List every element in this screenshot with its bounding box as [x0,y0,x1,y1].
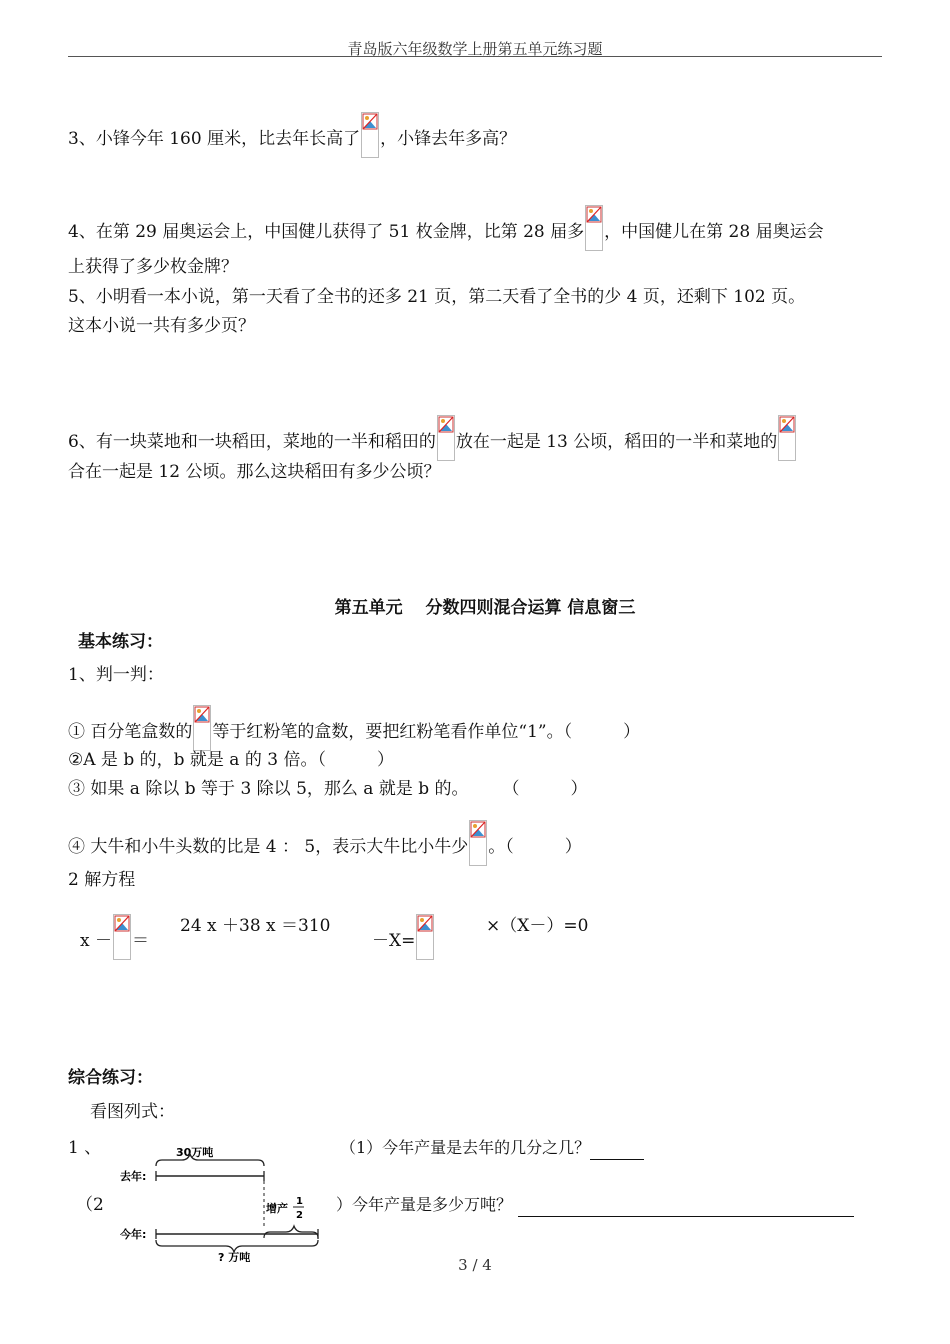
judge-item-2: ②A 是 b 的，b 就是 a 的 3 倍。（ ） [68,750,394,770]
broken-image-icon [361,112,379,158]
answer-blank-1[interactable] [590,1141,644,1160]
fraction-denominator: 2 [296,1210,303,1221]
diagram-bottom-label: ? 万吨 [218,1251,251,1262]
diagram-this-year-label: 今年: [120,1228,147,1241]
increase-brace [264,1226,318,1238]
diagram-top-label: 30万吨 [176,1146,214,1159]
page-number: 3 / 4 [458,1256,492,1274]
equation-3: －X= [372,914,435,960]
equation-4: ×（X－）=0 [486,916,589,936]
broken-image-icon [113,914,131,960]
problem-5: 5、小明看一本小说，第一天看了全书的还多 21 页，第二天看了全书的少 4 页，还剩下 102 页。 [68,287,806,307]
header-divider [68,56,882,57]
comprehensive-subtitle: 看图列式： [90,1102,175,1122]
segment-diagram [118,1142,328,1262]
question-1: （1）今年产量是去年的几分之几？ [340,1136,644,1160]
basic-practice-heading: 基本练习： [78,632,163,652]
broken-image-icon [585,205,603,251]
judge-item-3: ③ 如果 a 除以 b 等于 3 除以 5，那么 a 就是 b 的。 （ ） [68,779,588,799]
answer-blank-2[interactable] [518,1198,854,1217]
judge-item-1: ① 百分笔盒数的 等于红粉笔的盒数，要把红粉笔看作单位“1”。（ ） [68,705,640,751]
problem-5-cont: 这本小说一共有多少页？ [68,316,255,336]
judge-item-4: ④ 大牛和小牛头数的比是 4 ： 5，表示大牛比小牛少 。（ ） [68,820,582,866]
broken-image-icon [469,820,487,866]
diagram-last-year-label: 去年: [120,1170,147,1183]
question-2: ）今年产量是多少万吨？ [336,1193,854,1217]
broken-image-icon [778,415,796,461]
broken-image-icon [437,415,455,461]
equation-2: 24 x ＋38 x ＝310 [180,916,331,936]
problem-4-cont: 上获得了多少枚金牌？ [68,257,238,277]
broken-image-icon [193,705,211,751]
equation-heading: 2 解方程 [68,870,136,890]
fraction-numerator: 1 [296,1196,303,1207]
equation-1: x － ＝ [80,914,149,960]
problem-3: 3、小锋今年 160 厘米，比去年长高了 ，小锋去年多高？ [68,112,516,158]
comprehensive-heading: 综合练习： [68,1068,153,1088]
problem-6: 6、有一块菜地和一块稻田，菜地的一半和稻田的 放在一起是 13 公顷，稻田的一半和菜地的 [68,415,797,461]
question-number: 1 、 [68,1138,102,1158]
problem-4: 4、在第 29 届奥运会上，中国健儿获得了 51 枚金牌，比第 28 届多 ，中国健儿在第 28 届奥运会 [68,205,824,251]
section-title: 第五单元 分数四则混合运算 信息窗三 [334,598,636,618]
broken-image-icon [416,914,434,960]
problem-6-cont: 合在一起是 12 公顷。那么这块稻田有多少公顷？ [68,462,441,482]
judge-heading: 1、判一判： [68,665,164,685]
page-header: 青岛版六年级数学上册第五单元练习题 [347,40,603,58]
question-2-open: （2 [76,1195,104,1215]
diagram-increase-label: 增产 [266,1202,288,1215]
